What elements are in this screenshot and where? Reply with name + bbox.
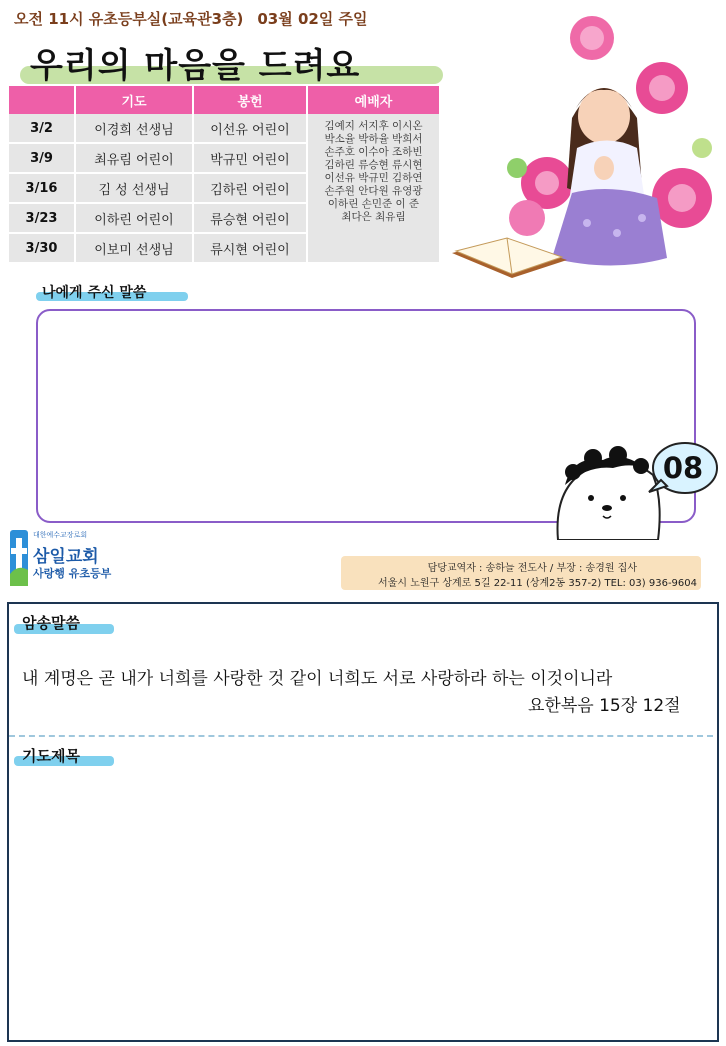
row-prayer: 이하린 어린이 [76, 204, 194, 234]
row-offering: 이선유 어린이 [194, 114, 308, 144]
table-header-prayer: 기도 [76, 86, 194, 114]
row-prayer: 이보미 선생님 [76, 234, 194, 264]
praying-girl-illustration [452, 8, 720, 288]
memory-verse-label: 암송말씀 [22, 614, 80, 632]
row-offering: 김하린 어린이 [194, 174, 308, 204]
row-offering: 류승현 어린이 [194, 204, 308, 234]
row-date: 3/9 [9, 144, 76, 174]
row-prayer: 최유림 어린이 [76, 144, 194, 174]
service-time-place: 오전 11시 유초등부실(교육관3층) [14, 10, 244, 28]
table-header-worshipers: 예배자 [308, 86, 441, 114]
open-bible-icon [452, 238, 567, 278]
page-title: 우리의 마음을 드려요 [30, 46, 361, 86]
section-divider [9, 735, 713, 737]
row-date: 3/30 [9, 234, 76, 264]
worshiper-line: 손주호 이수아 조하빈 [324, 146, 423, 158]
word-section-label: 나에게 주신 말씀 [42, 285, 147, 301]
table-row [9, 114, 441, 144]
memory-verse-reference: 요한복음 15장 12절 [528, 696, 681, 716]
table-header-row [9, 86, 441, 114]
worshiper-line: 박소율 박하율 박희서 [324, 133, 423, 145]
logo-department: 사랑행 유초등부 [33, 567, 112, 580]
worshiper-list [308, 114, 441, 264]
girl-figure [552, 88, 667, 266]
service-date: 03월 02일 주일 [257, 10, 368, 28]
row-date: 3/16 [9, 174, 76, 204]
worshiper-line: 손주원 안다원 유영광 [324, 185, 423, 197]
address-line: 서울시 노원구 상계로 5길 22-11 (상계2동 357-2) TEL: 03) 936-9604 [378, 578, 697, 589]
row-prayer: 이경희 선생님 [76, 114, 194, 144]
worshiper-line: 김하린 류승현 류시현 [324, 159, 423, 171]
row-offering: 류시현 어린이 [194, 234, 308, 264]
staff-line: 담당교역자 : 송하늘 전도사 / 부장 : 송경원 집사 [427, 563, 637, 574]
table-header-offering: 봉헌 [194, 86, 308, 114]
worshiper-line: 이선유 박규민 김하연 [324, 172, 423, 184]
service-info [14, 8, 368, 29]
row-date: 3/23 [9, 204, 76, 234]
worshiper-line: 최다은 최유림 [341, 211, 406, 223]
contact-info [341, 556, 701, 590]
page-number: 08 [662, 451, 704, 485]
table-header-date [9, 86, 76, 114]
logo-church-name: 삼일교회 [33, 547, 99, 567]
logo-denomination: 대한예수교장로회 [33, 531, 88, 539]
worshiper-line: 이하린 손민준 이 준 [327, 198, 420, 210]
row-prayer: 김 성 선생님 [76, 174, 194, 204]
row-date: 3/2 [9, 114, 76, 144]
schedule-table [9, 86, 441, 264]
row-offering: 박규민 어린이 [194, 144, 308, 174]
memory-verse-text: 내 계명은 곧 내가 너희를 사랑한 것 같이 너희도 서로 사랑하라 하는 이것이니라 [22, 669, 613, 689]
worshiper-line: 김예지 서지후 이시온 [324, 120, 423, 132]
prayer-section-label: 기도제목 [22, 747, 80, 765]
